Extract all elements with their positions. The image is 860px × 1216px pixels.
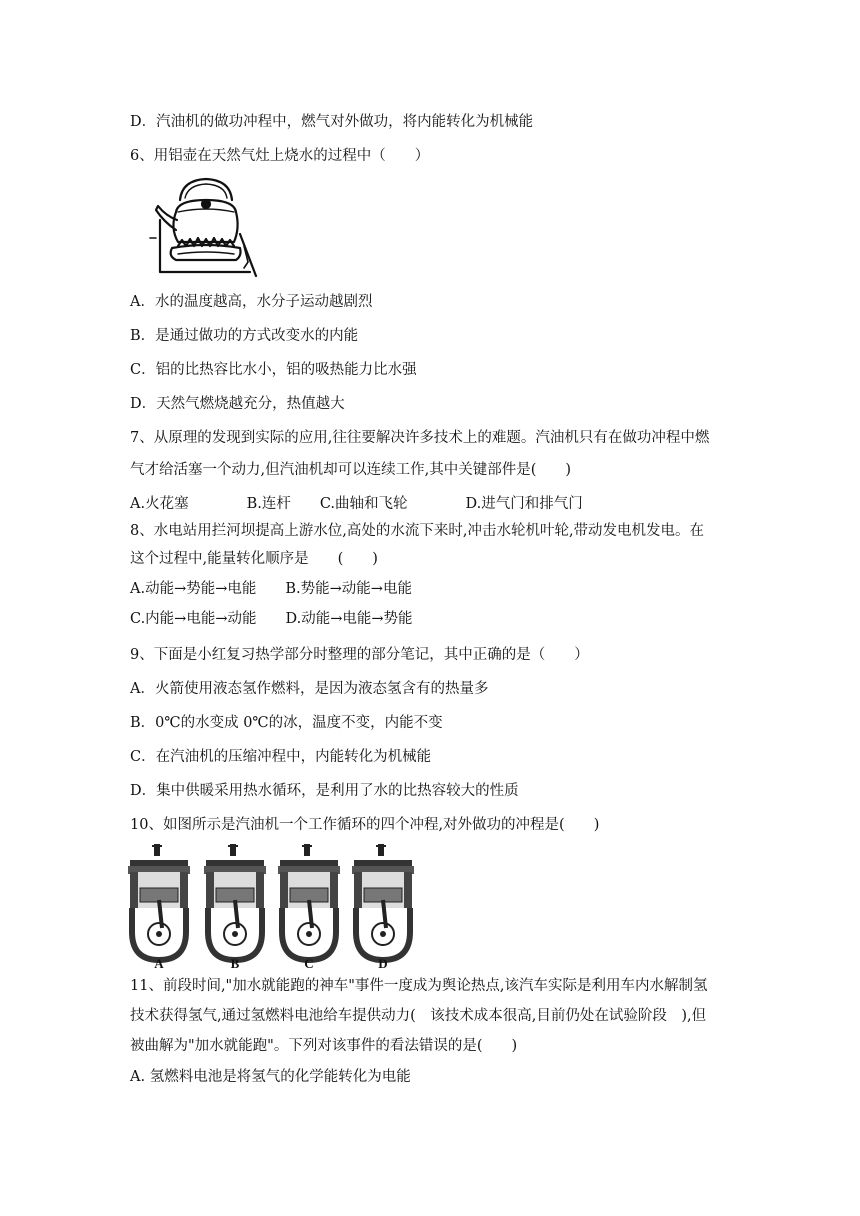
q9-option-d: D．集中供暖采用热水循环，是利用了水的比热容较大的性质 (130, 783, 519, 799)
q7-stem-line2: 气才给活塞一个动力,但汽油机却可以连续工作,其中关键部件是( ) (130, 462, 572, 478)
q9-stem: 9、下面是小红复习热学部分时整理的部分笔记，其中正确的是（ ） (130, 647, 589, 663)
q11-stem-line1: 11、前段时间,"加水就能跑的神车"事件一度成为舆论热点,该汽车实际是利用车内水解制氢 (130, 978, 708, 994)
q8-stem-line2: 这个过程中,能量转化顺序是 ( ) (130, 551, 378, 567)
engine-label-c: C (304, 956, 314, 971)
engine-label-b: B (230, 956, 240, 971)
q6-option-d: D．天然气燃烧越充分，热值越大 (130, 396, 345, 412)
q11-option-a: A. 氢燃料电池是将氢气的化学能转化为电能 (130, 1069, 411, 1085)
q5-option-d: D．汽油机的做功冲程中，燃气对外做功，将内能转化为机械能 (130, 114, 534, 130)
q11-stem-line3: 被曲解为"加水就能跑"。下列对该事件的看法错误的是( ) (130, 1038, 518, 1054)
q9-option-a: A．火箭使用液态氢作燃料，是因为液态氢含有的热量多 (130, 681, 489, 697)
q8-options-cd: C.内能→电能→动能 D.动能→电能→势能 (130, 611, 413, 627)
engine-a-icon (128, 844, 190, 960)
q6-stem: 6、用铝壶在天然气灶上烧水的过程中（ ） (130, 148, 430, 164)
q7-options: A.火花塞 B.连杆 C.曲轴和飞轮 D.进气门和排气门 (130, 496, 583, 512)
engine-b-icon (204, 844, 266, 960)
engine-d-icon (352, 844, 414, 960)
engine-label-a: A (154, 956, 164, 971)
q8-stem-line1: 8、水电站用拦河坝提高上游水位,高处的水流下来时,冲击水轮机叶轮,带动发电机发电。在 (130, 523, 705, 539)
engine-label-d: D (378, 956, 388, 971)
q6-option-a: A．水的温度越高，水分子运动越剧烈 (130, 294, 373, 310)
q6-option-c: C．铝的比热容比水小，铝的吸热能力比水强 (130, 362, 417, 378)
engine-strokes-figure (126, 842, 420, 972)
q7-stem-line1: 7、从原理的发现到实际的应用,往往要解决许多技术上的难题。汽油机只有在做功冲程中燃 (130, 430, 710, 446)
engine-c-icon (278, 844, 340, 960)
q11-stem-line2: 技术获得氢气,通过氢燃料电池给车提供动力( 该技术成本很高,目前仍处在试验阶段 ),但 (130, 1008, 707, 1024)
q9-option-c: C．在汽油机的压缩冲程中，内能转化为机械能 (130, 749, 432, 765)
kettle-on-stove-figure (148, 176, 266, 280)
q9-option-b: B．0℃的水变成 0℃的冰，温度不变，内能不变 (130, 715, 443, 731)
q8-options-ab: A.动能→势能→电能 B.势能→动能→电能 (130, 581, 412, 597)
q10-stem: 10、如图所示是汽油机一个工作循环的四个冲程,对外做功的冲程是( ) (130, 817, 600, 833)
q6-option-b: B．是通过做功的方式改变水的内能 (130, 328, 359, 344)
